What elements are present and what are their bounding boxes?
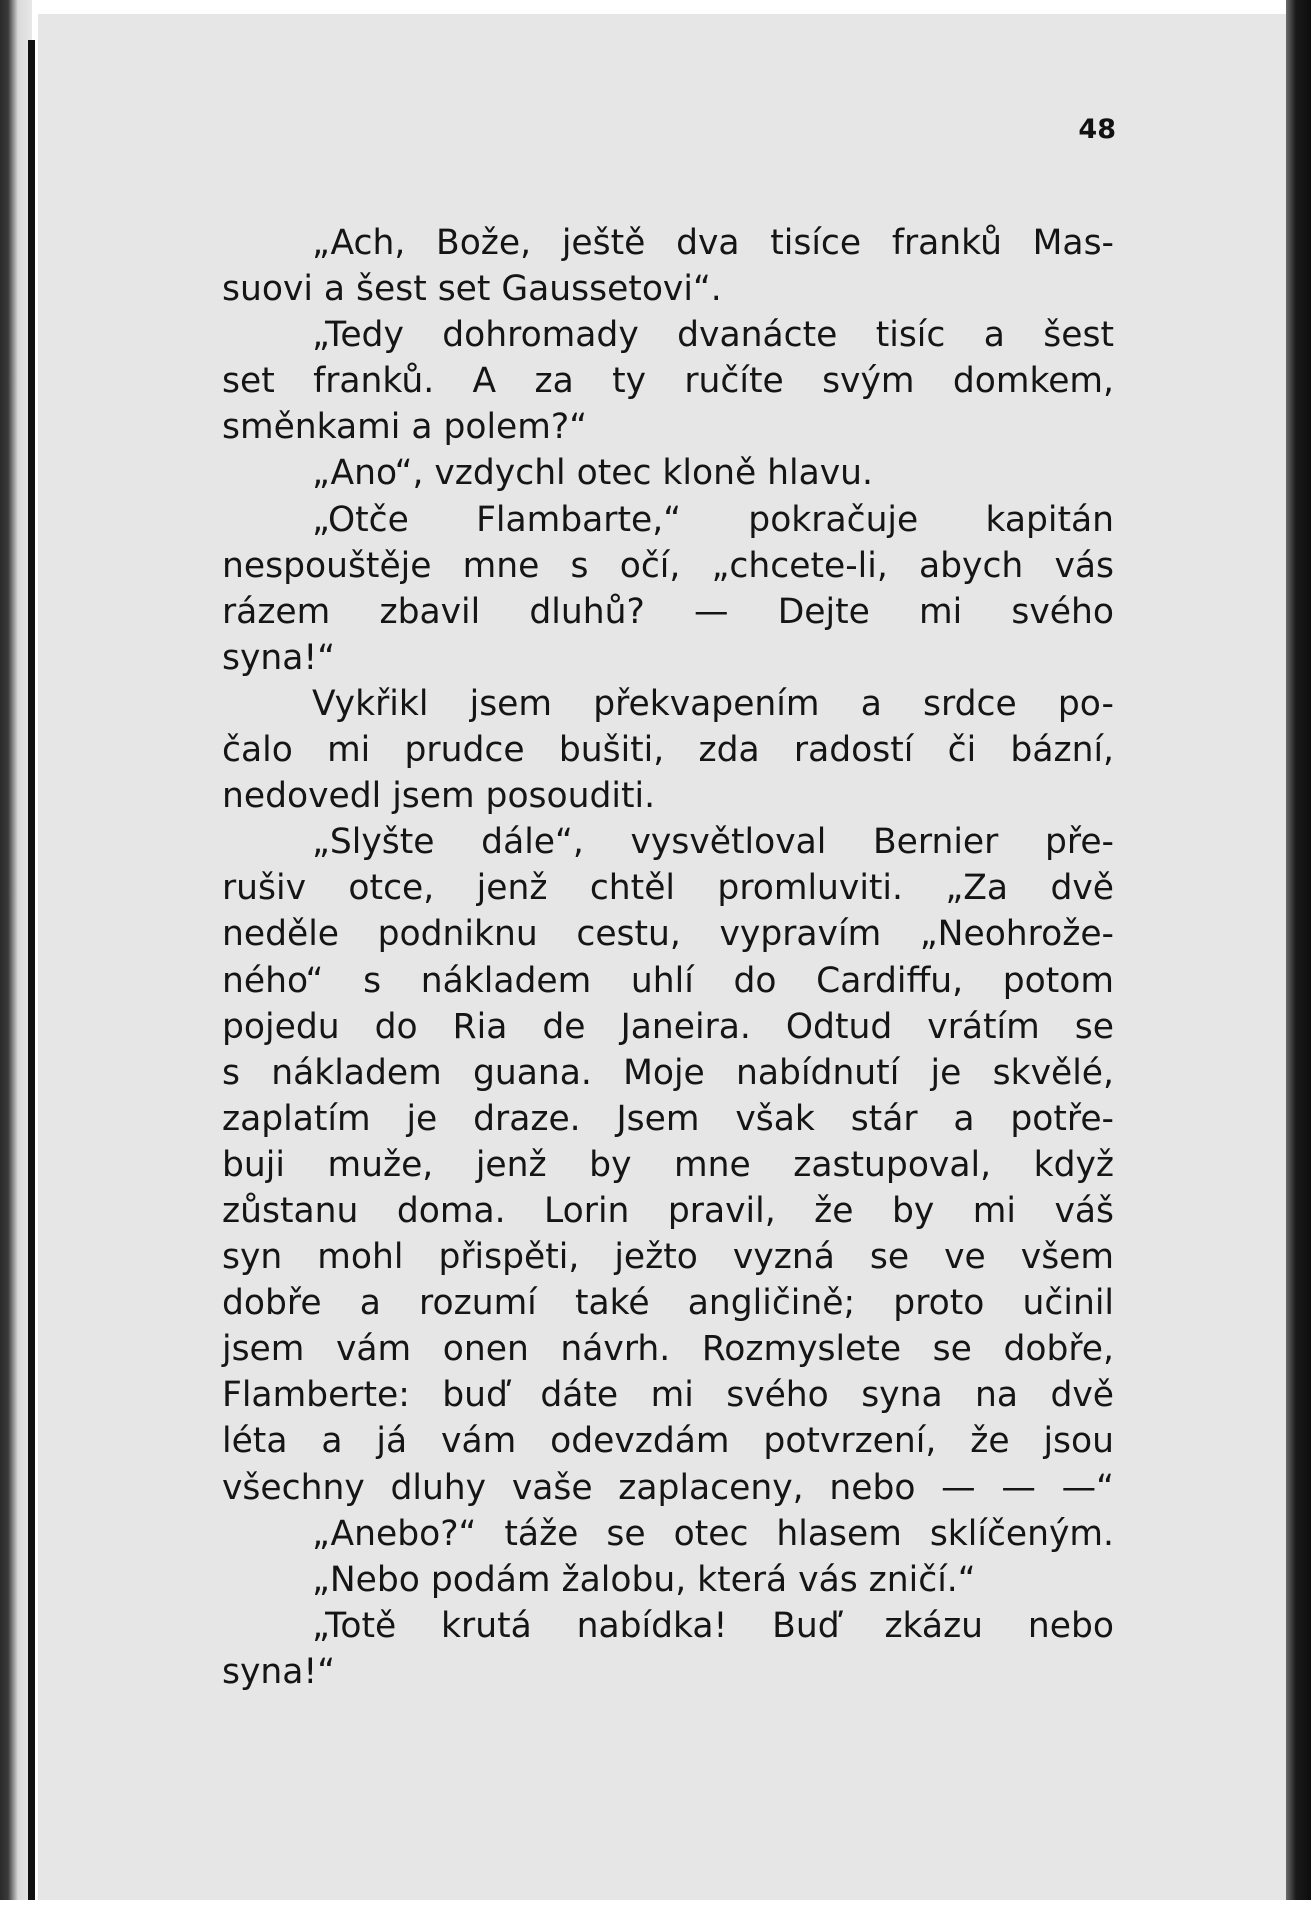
- text-line: nedovedl jsem posouditi.: [222, 776, 656, 817]
- page-right-border: [1286, 0, 1311, 1916]
- text-line: s nákladem guana. Moje nabídnutí je skvělé,: [222, 1052, 1114, 1093]
- text-line: směnkami a polem?“: [222, 407, 588, 448]
- text-line: neděle podniknu cestu, vypravím „Neohrože-: [222, 914, 1114, 955]
- text-line: zaplatím je draze. Jsem však stár a potře-: [222, 1098, 1114, 1139]
- body-text: [222, 220, 1114, 1695]
- page-bottom-margin: [0, 1900, 1311, 1916]
- text-line: nespouštěje mne s očí, „chcete-li, abych vás: [222, 545, 1114, 586]
- text-line: „Ach, Bože, ještě dva tisíce franků Mas-: [312, 223, 1114, 263]
- text-line: dobře a rozumí také angličině; proto učinil: [222, 1283, 1114, 1324]
- gutter-dark-line: [28, 40, 35, 1910]
- text-line: jsem vám onen návrh. Rozmyslete se dobře,: [222, 1329, 1114, 1370]
- page-number: 48: [1078, 114, 1116, 145]
- text-line: syn mohl přispěti, ježto vyzná se ve všem: [222, 1237, 1114, 1278]
- text-line: „Anebo?“ táže se otec hlasem sklíčeným.: [312, 1513, 1114, 1554]
- text-line: léta a já vám odevzdám potvrzení, že jsou: [222, 1421, 1114, 1462]
- text-line: „Otče Flambarte,“ pokračuje kapitán: [312, 499, 1114, 540]
- text-line: buji muže, jenž by mne zastupoval, když: [222, 1144, 1114, 1185]
- text-line: „Totě krutá nabídka! Buď zkázu nebo: [312, 1605, 1114, 1646]
- text-line: zůstanu doma. Lorin pravil, že by mi váš: [222, 1190, 1114, 1231]
- text-line: všechny dluhy vaše zaplaceny, nebo — — —“: [222, 1467, 1114, 1508]
- text-line: set franků. A za ty ručíte svým domkem,: [222, 361, 1114, 402]
- text-line: „Slyšte dále“, vysvětloval Bernier pře-: [312, 822, 1114, 863]
- text-line: suovi a šest set Gaussetovi“.: [222, 269, 722, 310]
- text-line: rušiv otce, jenž chtěl promluviti. „Za dvě: [222, 868, 1114, 909]
- text-line: „Nebo podám žalobu, která vás zničí.“: [312, 1559, 976, 1600]
- text-line: rázem zbavil dluhů? — Dejte mi svého: [222, 591, 1114, 632]
- text-line: ného“ s nákladem uhlí do Cardiffu, potom: [222, 960, 1114, 1001]
- text-line: „Tedy dohromady dvanácte tisíc a šest: [312, 315, 1114, 356]
- text-line: pojedu do Ria de Janeira. Odtud vrátím se: [222, 1006, 1114, 1047]
- text-line: „Ano“, vzdychl otec kloně hlavu.: [312, 453, 873, 494]
- text-line: čalo mi prudce bušiti, zda radostí či bázní,: [222, 730, 1114, 771]
- text-line: Flamberte: buď dáte mi svého syna na dvě: [222, 1375, 1114, 1416]
- text-line: Vykřikl jsem překvapením a srdce po-: [312, 683, 1114, 724]
- text-line: syna!“: [222, 637, 336, 678]
- text-line: syna!“: [222, 1651, 336, 1692]
